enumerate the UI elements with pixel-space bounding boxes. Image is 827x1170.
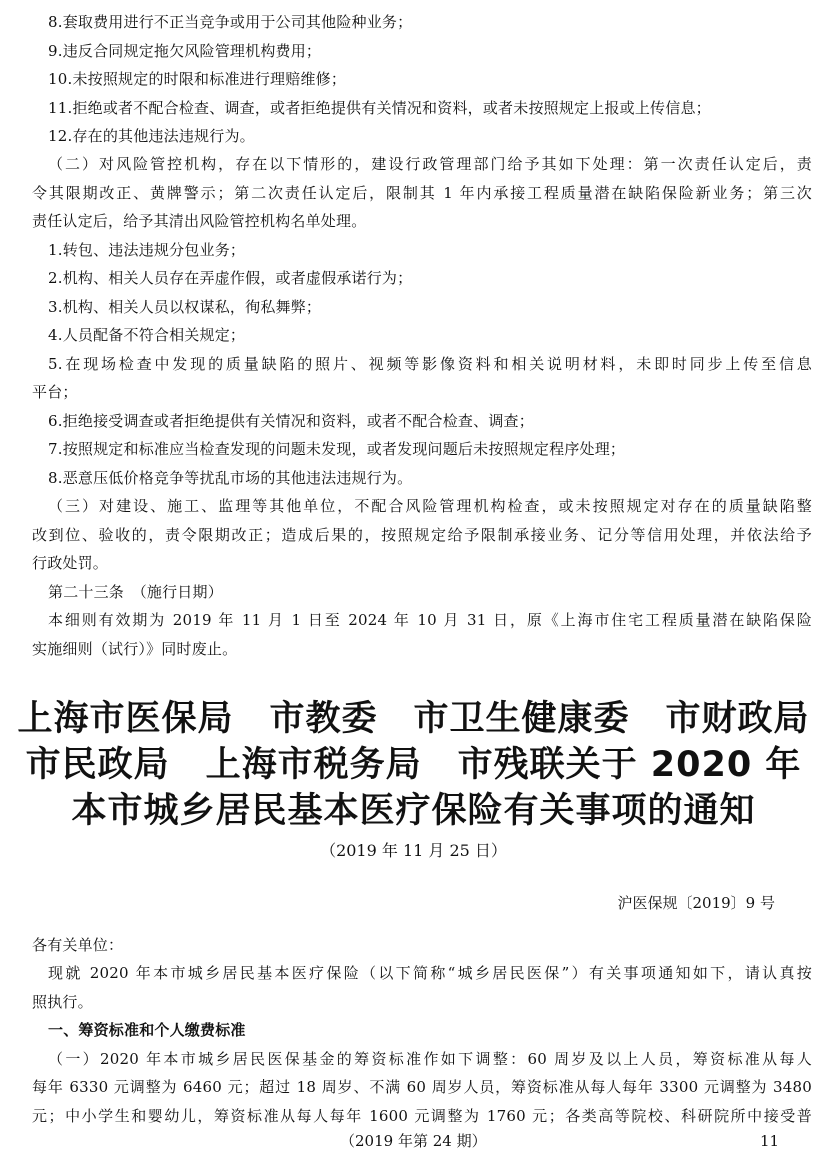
para-3-line-1: （三）对建设、施工、监理等其他单位，不配合风险管理机构检查，或未按照规定对存在的质量缺陷整 [48, 497, 812, 515]
subitem-3: 3.机构、相关人员以权谋私，徇私舞弊； [48, 298, 322, 316]
section-1-line-1: （一）2020 年本市城乡居民医保基金的筹资标准作如下调整：60 周岁及以上人员，筹资标准从每人 [48, 1050, 812, 1068]
section-1-line-3: 元；中小学生和婴幼儿，筹资标准从每人每年 1600 元调整为 1760 元；各类高等院校、科研院所中接受普 [32, 1107, 812, 1125]
subitem-6: 6.拒绝接受调查或者拒绝提供有关情况和资料，或者不配合检查、调查； [48, 412, 534, 430]
notice-title-line-2: 市民政局 上海市税务局 市残联关于 2020 年 [25, 745, 802, 785]
salutation: 各有关单位： [32, 936, 124, 954]
article-text-line-2: 实施细则（试行）》同时废止。 [32, 640, 238, 658]
intro-line-2: 照执行。 [32, 993, 93, 1011]
item-10: 10.未按照规定的时限和标准进行理赔维修； [48, 70, 347, 88]
para-3-line-3: 行政处罚。 [32, 554, 109, 572]
article-text-line-1: 本细则有效期为 2019 年 11 月 1 日至 2024 年 10 月 31 日，原《上海市住宅工程质量潜在缺陷保险 [48, 611, 812, 629]
subitem-2: 2.机构、相关人员存在弄虚作假，或者虚假承诺行为； [48, 269, 413, 287]
subitem-5-line-1: 5.在现场检查中发现的质量缺陷的照片、视频等影像资料和相关说明材料，未即时同步上传至信息 [48, 355, 812, 373]
para-2-line-2: 令其限期改正、黄牌警示；第二次责任认定后，限制其 1 年内承接工程质量潜在缺陷保险新业务；第三次 [32, 184, 812, 202]
section-1-line-2: 每年 6330 元调整为 6460 元；超过 18 周岁、不满 60 周岁人员，筹资标准从每人每年 3300 元调整为 3480 [32, 1078, 812, 1096]
notice-title-line-1: 上海市医保局 市教委 市卫生健康委 市财政局 [17, 699, 810, 739]
section-heading-1: 一、筹资标准和个人缴费标准 [48, 1021, 246, 1039]
document-number: 沪医保规〔2019〕9 号 [617, 894, 775, 912]
item-12: 12.存在的其他违法违规行为。 [48, 127, 255, 145]
item-11: 11.拒绝或者不配合检查、调查，或者拒绝提供有关情况和资料，或者未按照规定上报或上传信息； [48, 99, 711, 117]
intro-line-1: 现就 2020 年本市城乡居民基本医疗保险（以下简称“城乡居民医保”）有关事项通知如下，请认真按 [48, 964, 812, 982]
item-9: 9.违反合同规定拖欠风险管理机构费用； [48, 42, 322, 60]
para-2-line-3: 责任认定后，给予其清出风险管控机构名单处理。 [32, 212, 367, 230]
para-2-line-1: （二）对风险管控机构，存在以下情形的，建设行政管理部门给予其如下处理：第一次责任认定后，责 [48, 155, 812, 173]
subitem-1: 1.转包、违法违规分包业务； [48, 241, 246, 259]
para-3-line-2: 改到位、验收的，责令限期改正；造成后果的，按照规定给予限制承接业务、记分等信用处理，并依法给予 [32, 526, 812, 544]
article-heading: 第二十三条 （施行日期） [48, 583, 223, 601]
notice-title-line-3: 本市城乡居民基本医疗保险有关事项的通知 [71, 791, 756, 831]
subitem-7: 7.按照规定和标准应当检查发现的问题未发现，或者发现问题后未按照规定程序处理； [48, 440, 626, 458]
subitem-8: 8.恶意压低价格竞争等扰乱市场的其他违法违规行为。 [48, 469, 413, 487]
subitem-4: 4.人员配备不符合相关规定； [48, 326, 246, 344]
issue-number: （2019 年第 24 期） [340, 1132, 487, 1150]
notice-date: （2019 年 11 月 25 日） [320, 841, 507, 860]
subitem-5-line-2: 平台； [32, 383, 78, 401]
page-number: 11 [760, 1132, 780, 1150]
item-8: 8.套取费用进行不正当竞争或用于公司其他险种业务； [48, 13, 413, 31]
